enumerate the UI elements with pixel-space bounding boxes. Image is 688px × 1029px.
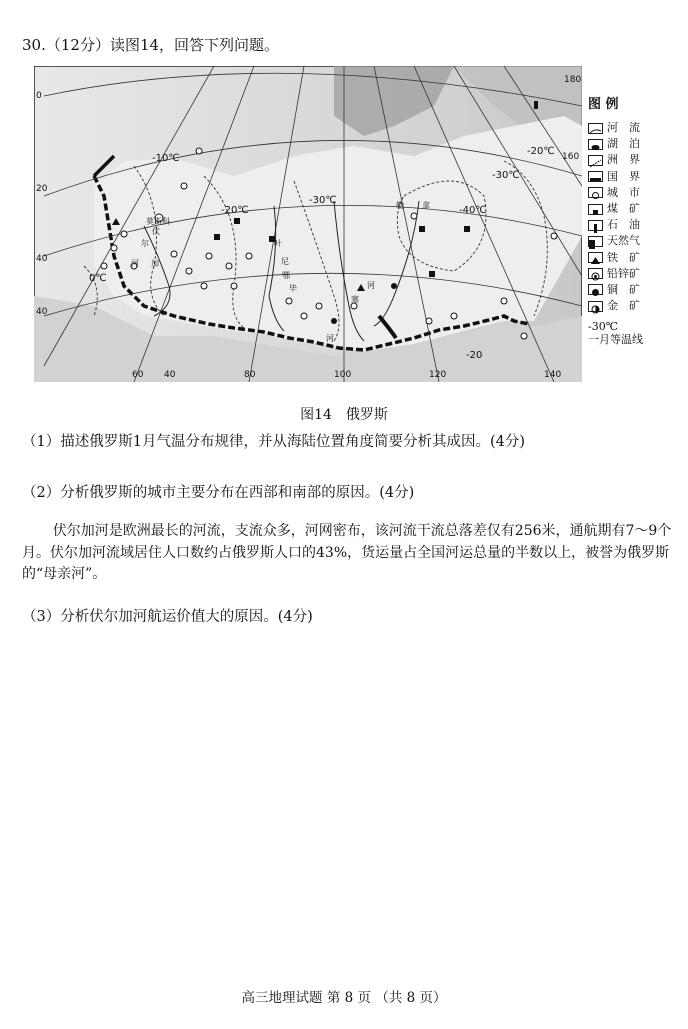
russia-map [34, 66, 582, 382]
isotherm-label: -40℃ [459, 205, 487, 216]
question-2: （2）分析俄罗斯的城市主要分布在西部和南部的原因。(4分) [22, 485, 415, 501]
lon-label: 160 [562, 152, 580, 162]
national-border-icon [588, 171, 603, 182]
legend-item: 国 界 [588, 169, 684, 185]
legend-item: 铁 矿 [588, 250, 684, 266]
lon-label: 140 [544, 370, 562, 380]
passage-text: 伏尔加河是欧洲最长的河流，支流众多，河网密布，该河流干流总落差仅有256米，通航期有7～9个月。伏尔加河流域居住人口数约占俄罗斯人口的43%，货运量占全国河运总量的半数以上，被誉为俄罗斯的“母亲河”。 [22, 523, 672, 582]
lat-label: 40 [36, 307, 48, 317]
place-label: 尼 [281, 257, 289, 266]
gold-mine-icon [588, 301, 603, 312]
legend-isotherm [588, 320, 684, 346]
place-label: 勒 [396, 201, 404, 210]
legend-item: 铅锌矿 [588, 266, 684, 282]
lead-zinc-mine-icon [588, 268, 603, 279]
legend-item: 天然气 [588, 233, 684, 249]
isotherm-label: -20℃ [527, 146, 555, 157]
isotherm-label: -30℃ [492, 170, 520, 181]
legend-item: 城 市 [588, 185, 684, 201]
legend-item: 铜 矿 [588, 282, 684, 298]
place-label: 莫斯科 [146, 217, 170, 226]
isotherm-label: -30℃ [309, 195, 337, 206]
map-legend [588, 96, 684, 346]
place-label: 鄂 [282, 271, 290, 280]
natural-gas-icon [588, 236, 603, 247]
city-icon [588, 187, 603, 198]
place-label: 河 [131, 259, 139, 268]
legend-item: 煤 矿 [588, 201, 684, 217]
isotherm-label: -10℃ [152, 153, 180, 164]
lon-label: 180 [564, 75, 582, 85]
legend-isotherm-value: -30℃ [588, 320, 619, 334]
legend-item: 洲 界 [588, 152, 684, 168]
oil-icon [588, 220, 603, 231]
copper-mine-icon [588, 284, 603, 295]
question-3: （3）分析伏尔加河航运价值大的原因。(4分) [22, 609, 313, 625]
place-label: 河 [367, 281, 375, 290]
place-label: 拿 [422, 201, 430, 210]
place-label: 尔 [141, 239, 149, 248]
place-label: 伏 [152, 227, 160, 236]
place-label: 加 [151, 259, 159, 268]
continent-boundary-icon [588, 155, 603, 166]
lat-label: 0 [36, 91, 42, 101]
isotherm-label: -20 [466, 350, 483, 361]
legend-isotherm-label: 一月等温线 [588, 333, 643, 347]
legend-item: 湖 泊 [588, 136, 684, 152]
coal-mine-icon [588, 204, 603, 215]
legend-title: 图 例 [588, 97, 619, 112]
lon-label: 40 [164, 370, 176, 380]
place-label: 叶 [274, 239, 282, 248]
lon-label: 60 [132, 370, 144, 380]
river-icon [588, 123, 603, 134]
page-footer: 高三地理试题 第 8 页 （共 8 页） [241, 990, 447, 1006]
lake-icon [588, 139, 603, 150]
place-label: 毕 [289, 284, 297, 293]
legend-item: 河 流 [588, 120, 684, 136]
lon-label: 120 [429, 370, 447, 380]
legend-item: 石 油 [588, 217, 684, 233]
legend-item: 金 矿 [588, 298, 684, 314]
question-title: 30.（12分）读图14，回答下列问题。 [22, 36, 280, 54]
lon-label: 80 [244, 370, 256, 380]
lat-label: 20 [36, 184, 48, 194]
place-label: 塞 [351, 295, 359, 304]
iron-mine-icon [588, 252, 603, 263]
lat-label: 40 [36, 254, 48, 264]
isotherm-label: -20℃ [221, 205, 249, 216]
question-1: （1）描述俄罗斯1月气温分布规律，并从海陆位置角度简要分析其成因。(4分) [22, 434, 525, 450]
isotherm-label: 0℃ [89, 273, 107, 284]
lon-label: 100 [334, 370, 352, 380]
figure-caption: 图14 俄罗斯 [300, 407, 388, 423]
place-label: 河 [326, 334, 334, 343]
